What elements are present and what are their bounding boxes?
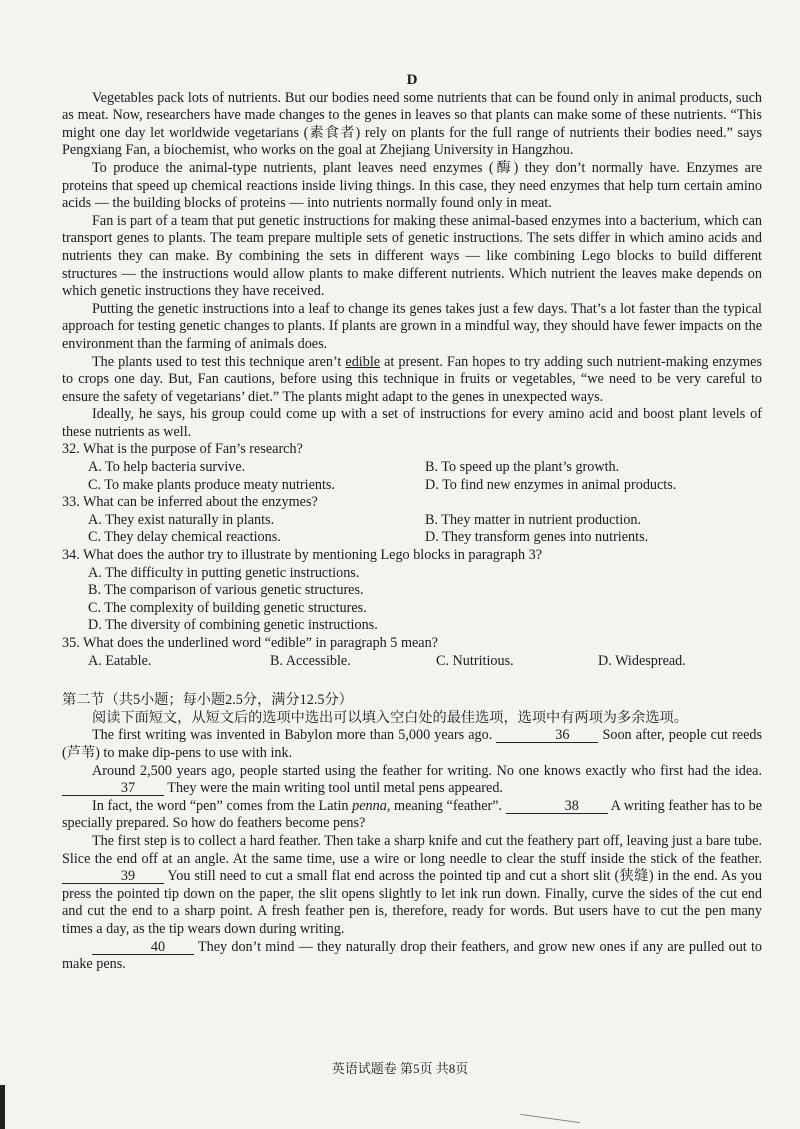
cloze-paragraph-3 (62, 798, 762, 833)
blank-36: 36 (496, 728, 598, 743)
p4-text-before: The first step is to collect a hard feather. Then take a sharp knife and cut the feathery part off, leaving just a bare tube. Slice the end off at an angle. At the same time, use a wire or long needle to clear the stuff inside the stick of the feather. (62, 832, 762, 867)
q32-option-d: D. To find new enzymes in animal products. (425, 476, 677, 493)
question-34-stem: 34. What does the author try to illustrate by mentioning Lego blocks in paragraph 3? (62, 547, 543, 564)
q33-option-b: B. They matter in nutrient production. (425, 511, 642, 528)
q34-option-b: B. The comparison of various genetic structures. (88, 582, 364, 599)
scan-artifact-line (520, 1114, 580, 1123)
q35-option-a: A. Eatable. (88, 652, 152, 669)
question-33-options-row2 (88, 529, 762, 547)
latin-word-penna: penna, (352, 797, 391, 814)
para5-text-after: at present. Fan hopes to try adding such nutrient-making enzymes to crops one day. But, Fan cautions, before using this technique in fruits or vegetables, “we need to be very careful to ensure the safety of vegetarians’ diet.” The plants might adapt to the genes in unexpected ways. (62, 353, 762, 405)
question-35-options (88, 653, 762, 671)
p3-text-after: A writing feather has to be specially prepared. So how do feathers become pens? (62, 797, 762, 832)
passage-paragraph-3: Fan is part of a team that put genetic instructions for making these animal-based enzymes into a bacterium, which can transport genes to plants. The team prepare multiple sets of genetic instructions. The sets differ in which amino acids and nutrients they can make. By combining the sets in different ways — like combining Lego blocks to build different structures — the instructions would allow plants to make different nutrients. Which nutrient the leaves make depends on which genetic instructions they have received. (62, 212, 762, 300)
passage-paragraph-2: To produce the animal-type nutrients, plant leaves need enzymes (酶) they don’t normally have. Enzymes are proteins that speed up chemical reactions inside living things. In this case, they need enzymes that help turn certain amino acids — the building blocks of proteins — into nutrients normally found only in meat. (62, 159, 762, 212)
q34-option-d: D. The diversity of combining genetic instructions. (88, 617, 378, 634)
q33-option-a: A. They exist naturally in plants. (88, 511, 275, 528)
passage-paragraph-6: Ideally, he says, his group could come up with a set of instructions for every amino acid and boost plant levels of these nutrients as well. (62, 406, 762, 440)
passage-paragraph-1: Vegetables pack lots of nutrients. But our bodies need some nutrients that can be found only in animal products, such as meat. Now, researchers have made changes to the genes in leaves so that plants can make some of these nutrients. “This might one day let worldwide vegetarians (素食者) rely on plants for the full range of nutrients their bodies need.” says Pengxiang Fan, a biochemist, who works on the goal at Zhejiang University in Hangzhou. (62, 89, 762, 159)
q33-option-c: C. They delay chemical reactions. (88, 529, 281, 546)
question-35-stem: 35. What does the underlined word “edible” in paragraph 5 mean? (62, 635, 438, 651)
q35-option-b: B. Accessible. (270, 652, 351, 669)
question-33-stem: 33. What can be inferred about the enzymes? (62, 494, 318, 511)
p1-text-before: The first writing was invented in Babylon more than 5,000 years ago. (92, 727, 497, 744)
exam-page (62, 72, 762, 974)
blank-37: 37 (62, 781, 164, 796)
question-32-options-row2 (88, 477, 762, 495)
q35-option-c: C. Nutritious. (436, 652, 514, 669)
cloze-paragraph-4 (62, 833, 762, 939)
p1-text-after: Soon after, people cut reeds (芦苇) to make dip-pens to use with ink. (62, 727, 763, 761)
section-2-instruction: 阅读下面短文，从短文后的选项中选出可以填入空白处的最佳选项，选项中有两项为多余选项。 (92, 709, 688, 726)
section-2-heading: 第二节（共5小题；每小题2.5分，满分12.5分） (62, 692, 353, 709)
q34-option-c: C. The complexity of building genetic structures. (88, 599, 367, 616)
q35-option-d: D. Widespread. (598, 652, 686, 669)
p5-text-after: They don’t mind — they naturally drop their feathers, and grow new ones if any are pulled out to make pens. (62, 938, 762, 973)
question-33-options-row1 (88, 512, 762, 530)
question-32-stem: 32. What is the purpose of Fan’s research? (62, 441, 303, 458)
passage-letter: D (406, 72, 418, 88)
scan-edge-mark (0, 1085, 5, 1129)
passage-paragraph-4: Putting the genetic instructions into a leaf to change its genes takes just a few days. That’s a lot faster than the typical approach for testing genetic changes to plants. If plants are grown in a mindful way, they should have fewer impacts on the environment than the farming of animals does. (62, 300, 762, 352)
page-footer: 英语试题卷 第5页 共8页 (331, 1061, 469, 1076)
blank-39: 39 (62, 869, 164, 884)
q32-option-b: B. To speed up the plant’s growth. (425, 459, 620, 476)
q34-option-a: A. The difficulty in putting genetic instructions. (88, 564, 360, 581)
cloze-paragraph-1 (62, 727, 762, 762)
blank-38: 38 (506, 799, 608, 814)
cloze-paragraph-5 (62, 939, 762, 974)
q32-option-a: A. To help bacteria survive. (88, 459, 246, 476)
p2-text-after: They were the main writing tool until metal pens appeared. (164, 780, 503, 797)
para5-text-before: The plants used to test this technique aren’t (92, 353, 346, 370)
p2-text-before: Around 2,500 years ago, people started using the feather for writing. No one knows exactly who first had the idea. (92, 762, 762, 779)
question-32-options-row1 (88, 459, 762, 477)
p4-text-after: You still need to cut a small flat end across the pointed tip and cut a short slit (狭缝) in the end. As you press the pointed tip down on the paper, the slit opens slightly to let ink run down. Finally, curve the sides of the cut end and cut the end to a sharp point. A fresh feather pen is, therefore, ready for words. But users have to cut the pen many times a day, as the tip wears down during writing. (62, 868, 762, 937)
cloze-paragraph-2 (62, 763, 762, 798)
passage-paragraph-5 (62, 354, 762, 407)
blank-40: 40 (92, 940, 194, 955)
underlined-word-edible: edible (345, 353, 381, 370)
p3-text-before: In fact, the word “pen” comes from the Latin (92, 797, 353, 814)
q33-option-d: D. They transform genes into nutrients. (425, 529, 649, 546)
p3-text-mid: meaning “feather”. (390, 797, 506, 814)
q32-option-c: C. To make plants produce meaty nutrients. (88, 476, 335, 493)
